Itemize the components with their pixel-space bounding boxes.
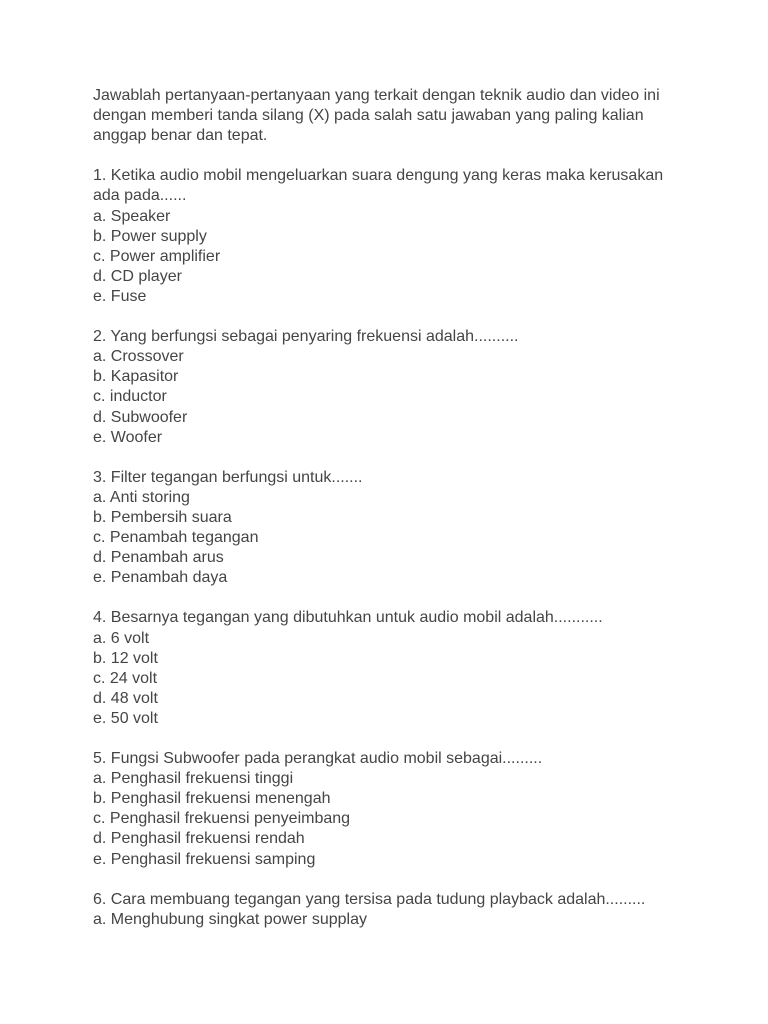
question-5 <box>93 749 683 870</box>
answer-option: c. Power amplifier <box>93 247 221 265</box>
question-text: 4. Besarnya tegangan yang dibutuhkan untuk audio mobil adalah........... <box>93 609 603 627</box>
question-text: 2. Yang berfungsi sebagai penyaring frekuensi adalah.......... <box>93 328 519 346</box>
answer-option: a. Speaker <box>93 207 171 225</box>
question-3 <box>93 468 683 589</box>
answer-option: a. Penghasil frekuensi tinggi <box>93 770 294 788</box>
answer-option: b. Power supply <box>93 227 207 245</box>
answer-option: a. Crossover <box>93 348 184 366</box>
answer-option: c. Penghasil frekuensi penyeimbang <box>93 810 351 828</box>
answer-option: e. Woofer <box>93 428 163 446</box>
instructions-paragraph: Jawablah pertanyaan-pertanyaan yang terkait dengan teknik audio dan video ini dengan memberi tanda silang (X) pada salah satu jawaban yang paling kalian anggap benar dan tepat. <box>93 87 660 145</box>
answer-option: b. Penghasil frekuensi menengah <box>93 790 331 808</box>
answer-option: e. 50 volt <box>93 709 158 727</box>
answer-option: a. Menghubung singkat power supplay <box>93 910 367 928</box>
answer-option: c. inductor <box>93 388 167 406</box>
answer-option: e. Penghasil frekuensi samping <box>93 850 316 868</box>
answer-option: d. Penghasil frekuensi rendah <box>93 830 305 848</box>
question-4 <box>93 608 683 729</box>
document-page <box>93 86 683 950</box>
answer-option: d. CD player <box>93 267 182 285</box>
answer-option: c. Penambah tegangan <box>93 529 259 547</box>
answer-option: d. Penambah arus <box>93 549 224 567</box>
question-1 <box>93 166 683 307</box>
answer-option: c. 24 volt <box>93 669 158 687</box>
answer-option: a. 6 volt <box>93 629 150 647</box>
question-text: 5. Fungsi Subwoofer pada perangkat audio mobil sebagai......... <box>93 750 543 768</box>
answer-option: d. Subwoofer <box>93 408 188 426</box>
answer-option: d. 48 volt <box>93 689 158 707</box>
question-6 <box>93 890 683 930</box>
answer-option: e. Fuse <box>93 287 147 305</box>
question-text: 1. Ketika audio mobil mengeluarkan suara dengung yang keras maka kerusakan ada pada...... <box>93 167 664 205</box>
answer-option: b. Kapasitor <box>93 368 179 386</box>
question-text: 6. Cara membuang tegangan yang tersisa pada tudung playback adalah......... <box>93 890 646 908</box>
question-text: 3. Filter tegangan berfungsi untuk....... <box>93 468 363 486</box>
answer-option: b. Pembersih suara <box>93 508 232 526</box>
answer-option: b. 12 volt <box>93 649 158 667</box>
answer-option: a. Anti storing <box>93 488 190 506</box>
answer-option: e. Penambah daya <box>93 569 228 587</box>
question-2 <box>93 327 683 448</box>
